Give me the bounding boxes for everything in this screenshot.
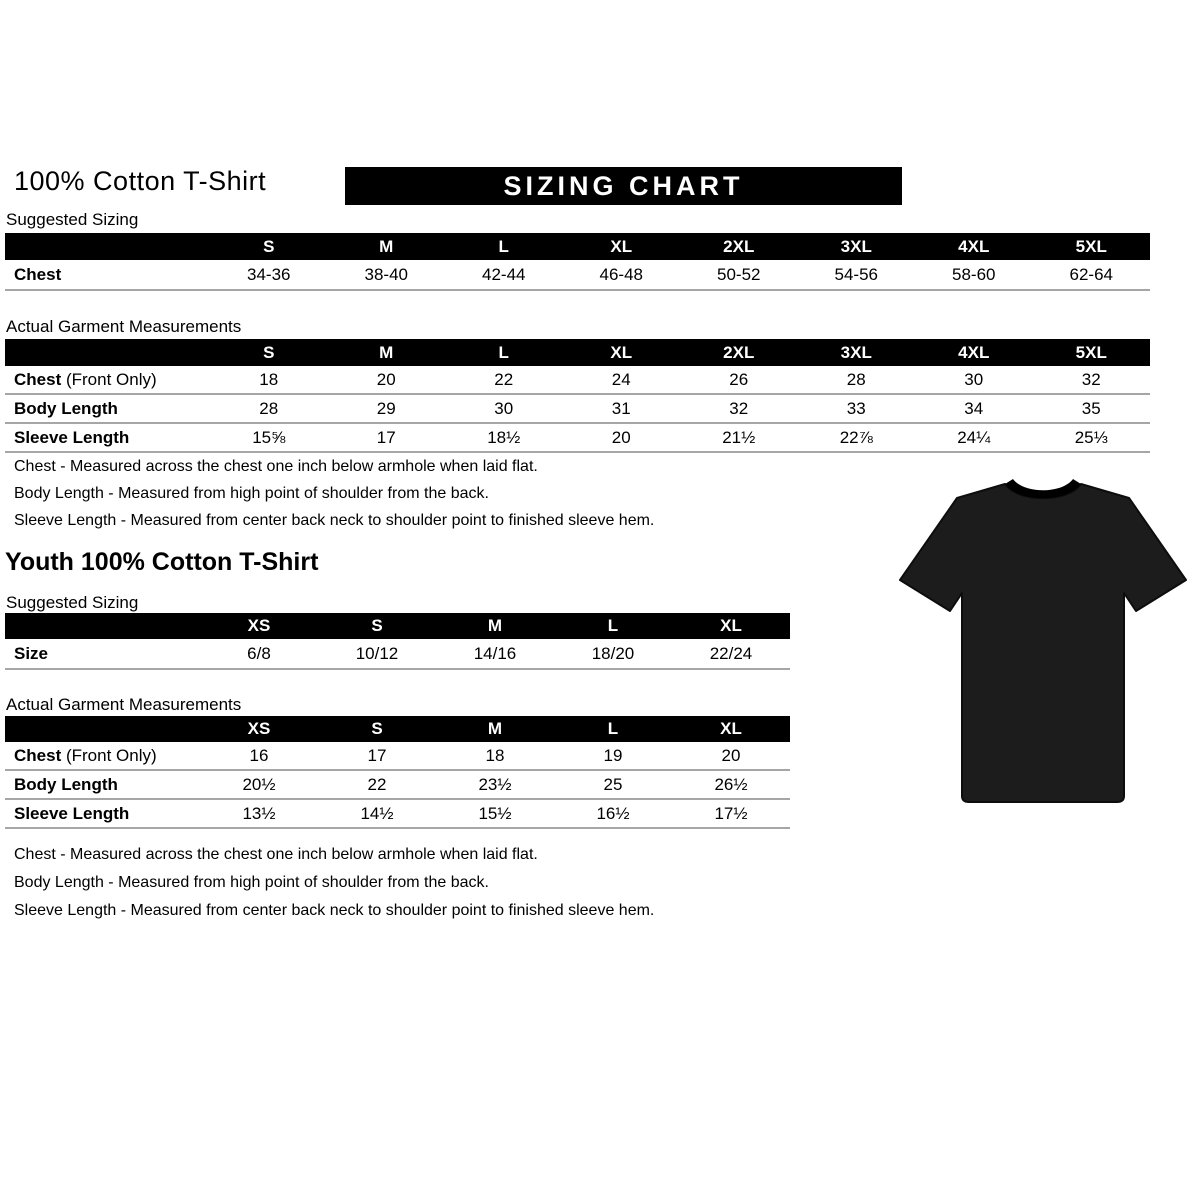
size-column-header: S	[371, 719, 383, 738]
adult-sleeve-note: Sleeve Length - Measured from center back neck to shoulder point to finished sleeve hem.	[14, 512, 655, 529]
measurement-cell: 17	[367, 745, 387, 765]
measurement-cell: 20	[376, 369, 396, 389]
table-header-row	[5, 716, 790, 742]
table-header-row	[5, 613, 790, 639]
size-column-header: 5XL	[1075, 342, 1107, 362]
measurement-cell: 24¼	[957, 427, 991, 447]
black-tshirt-icon	[893, 472, 1193, 817]
size-column-header: 2XL	[723, 342, 755, 362]
table-row	[5, 395, 1150, 424]
row-label: Chest	[14, 264, 62, 284]
size-column-header: L	[607, 719, 619, 738]
measurement-cell: 14½	[360, 803, 394, 823]
adult-product-title: 100% Cotton T-Shirt	[14, 166, 267, 196]
row-label: Body Length	[14, 774, 118, 794]
measurement-cell: 22/24	[709, 643, 753, 663]
size-column-header: 3XL	[840, 342, 872, 362]
measurement-cell: 18½	[487, 427, 521, 447]
table-row	[5, 424, 1150, 453]
table-row	[5, 639, 790, 670]
measurement-cell: 46-48	[599, 264, 643, 284]
measurement-cell: 58-60	[952, 264, 996, 284]
size-column-header: XL	[610, 342, 633, 362]
youth-actual-measurements-label: Actual Garment Measurements	[6, 695, 242, 714]
measurement-cell: 50-52	[717, 264, 761, 284]
measurement-cell: 6/8	[247, 643, 271, 663]
size-column-header: S	[371, 616, 383, 635]
row-label: Chest (Front Only)	[14, 745, 157, 765]
measurement-cell: 54-56	[834, 264, 878, 284]
youth-actual-measurements-table	[5, 716, 790, 829]
table-header-row	[5, 233, 1150, 260]
measurement-cell: 26	[729, 369, 749, 389]
size-column-header: S	[263, 236, 275, 256]
measurement-cell: 22⅞	[839, 427, 873, 447]
size-column-header: XL	[610, 236, 633, 256]
measurement-cell: 22	[367, 774, 387, 794]
measurement-cell: 20	[721, 745, 741, 765]
table-row	[5, 771, 790, 800]
row-label: Chest (Front Only)	[14, 369, 157, 389]
adult-suggested-sizing-label: Suggested Sizing	[6, 210, 139, 229]
measurement-cell: 24	[611, 369, 631, 389]
youth-product-title: Youth 100% Cotton T-Shirt	[5, 548, 319, 576]
row-label: Sleeve Length	[14, 803, 130, 823]
size-column-header: M	[379, 236, 394, 256]
size-column-header: M	[487, 616, 503, 635]
adult-actual-measurements-table	[5, 339, 1150, 453]
size-column-header: XS	[247, 719, 271, 738]
measurement-cell: 33	[846, 398, 866, 418]
measurement-cell: 22	[494, 369, 514, 389]
size-column-header: L	[498, 236, 509, 256]
size-column-header: XL	[720, 719, 742, 738]
table-row	[5, 742, 790, 771]
youth-suggested-sizing-label: Suggested Sizing	[6, 593, 139, 612]
size-column-header: XL	[720, 616, 742, 635]
size-column-header: L	[498, 342, 509, 362]
measurement-cell: 18	[485, 745, 505, 765]
measurement-cell: 32	[729, 398, 749, 418]
measurement-cell: 16½	[596, 803, 630, 823]
sizing-chart-banner	[345, 167, 902, 205]
row-label: Sleeve Length	[14, 427, 130, 447]
measurement-cell: 31	[611, 398, 631, 418]
measurement-cell: 35	[1081, 398, 1101, 418]
measurement-cell: 34	[964, 398, 984, 418]
measurement-cell: 18	[259, 369, 279, 389]
adult-chest-note: Chest - Measured across the chest one inch below armhole when laid flat.	[14, 458, 538, 475]
table-row	[5, 800, 790, 829]
youth-suggested-sizing-table	[5, 613, 790, 670]
row-label: Body Length	[14, 398, 118, 418]
size-column-header: 2XL	[723, 236, 755, 256]
size-column-header: L	[607, 616, 619, 635]
measurement-cell: 26½	[714, 774, 748, 794]
adult-suggested-sizing-table	[5, 233, 1150, 291]
size-column-header: 4XL	[958, 236, 990, 256]
size-column-header: S	[263, 342, 275, 362]
measurement-cell: 42-44	[482, 264, 526, 284]
measurement-cell: 30	[964, 369, 984, 389]
measurement-cell: 18/20	[591, 643, 635, 663]
measurement-cell: 23½	[478, 774, 512, 794]
row-label: Size	[14, 643, 49, 663]
measurement-cell: 14/16	[473, 643, 517, 663]
measurement-cell: 25⅓	[1074, 427, 1108, 447]
measurement-cell: 17	[376, 427, 396, 447]
table-row	[5, 366, 1150, 395]
size-column-header: 5XL	[1075, 236, 1107, 256]
measurement-cell: 38-40	[364, 264, 408, 284]
measurement-cell: 20½	[242, 774, 276, 794]
size-column-header: 3XL	[840, 236, 872, 256]
measurement-cell: 20	[611, 427, 631, 447]
measurement-cell: 28	[846, 369, 866, 389]
youth-body-note: Body Length - Measured from high point of shoulder from the back.	[14, 874, 489, 891]
adult-actual-measurements-label: Actual Garment Measurements	[6, 317, 242, 336]
measurement-cell: 25	[603, 774, 623, 794]
size-column-header: XS	[247, 616, 271, 635]
measurement-cell: 15⅝	[252, 427, 286, 447]
sizing-chart-title: SIZING CHART	[503, 170, 744, 201]
measurement-cell: 17½	[714, 803, 748, 823]
measurement-cell: 32	[1081, 369, 1101, 389]
measurement-cell: 34-36	[247, 264, 291, 284]
table-header-row	[5, 339, 1150, 366]
measurement-cell: 29	[376, 398, 396, 418]
measurement-cell: 28	[259, 398, 279, 418]
table-row	[5, 260, 1150, 291]
adult-body-note: Body Length - Measured from high point of shoulder from the back.	[14, 485, 489, 502]
size-column-header: M	[379, 342, 394, 362]
measurement-cell: 19	[603, 745, 623, 765]
measurement-cell: 13½	[242, 803, 276, 823]
measurement-cell: 16	[249, 745, 269, 765]
measurement-cell: 10/12	[355, 643, 399, 663]
measurement-cell: 62-64	[1069, 264, 1113, 284]
measurement-cell: 21½	[722, 427, 756, 447]
measurement-cell: 30	[494, 398, 514, 418]
youth-chest-note: Chest - Measured across the chest one inch below armhole when laid flat.	[14, 846, 538, 863]
youth-sleeve-note: Sleeve Length - Measured from center back neck to shoulder point to finished sleeve hem.	[14, 902, 655, 919]
size-column-header: M	[487, 719, 503, 738]
tshirt-graphic	[893, 472, 1193, 817]
size-column-header: 4XL	[958, 342, 990, 362]
measurement-cell: 15½	[478, 803, 512, 823]
